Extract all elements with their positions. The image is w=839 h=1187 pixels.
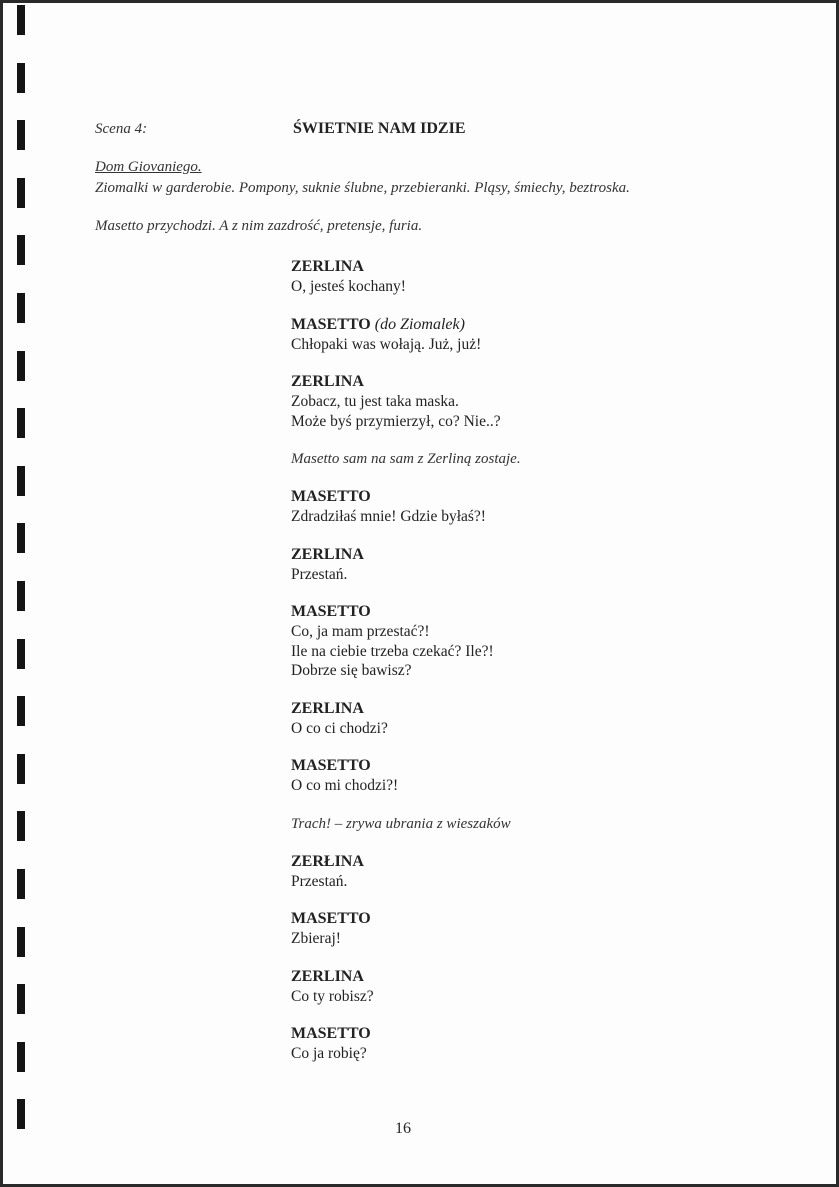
speaker-label: ZERŁINA [291, 852, 364, 870]
binding-hole [17, 639, 25, 669]
dialogue-line: Ile na ciebie trzeba czekać? Ile?! [291, 642, 494, 660]
speaker-label: MASETTO [291, 315, 371, 333]
dialogue-line: Co ja robię? [291, 1045, 367, 1062]
intro-line: Masetto przychodzi. A z nim zazdrość, pretensje, furia. [95, 218, 423, 234]
speaker-label: MASETTO [291, 1025, 371, 1042]
binding-hole [17, 811, 25, 841]
dialogue-block [291, 852, 761, 892]
speaker-name [291, 545, 761, 565]
speaker-name [291, 315, 761, 335]
dialogue-line: Przestań. [291, 872, 348, 890]
dialogue-block [291, 602, 761, 681]
binding-hole [17, 984, 25, 1014]
speaker-label: MASETTO [291, 757, 371, 774]
dialogue-line: Co, ja mam przestać?! [291, 623, 430, 640]
binding-hole [17, 466, 25, 496]
dialogue-line: O co mi chodzi?! [291, 777, 399, 794]
binding-hole [17, 581, 25, 611]
dialogue-block [291, 487, 761, 527]
speaker-name [291, 372, 761, 392]
binding-hole [17, 408, 25, 438]
dialogue-line: Co ty robisz? [291, 987, 374, 1005]
binding-hole [17, 293, 25, 323]
binding-hole [17, 178, 25, 208]
speaker-label: ZERLINA [291, 258, 364, 275]
speaker-label: ZERLINA [291, 373, 364, 390]
speaker-label: ZERLINA [291, 967, 364, 985]
binding-hole [17, 696, 25, 726]
dialogue-block [291, 545, 761, 585]
binding-holes [17, 3, 29, 1187]
speaker-name [291, 909, 761, 929]
speaker-label: MASETTO [291, 488, 371, 505]
dialogue-line: Może byś przymierzył, co? Nie..? [291, 412, 501, 430]
speaker-label: ZERLINA [291, 699, 364, 717]
speaker-name [291, 967, 761, 987]
binding-hole [17, 754, 25, 784]
dialogue-block [291, 699, 761, 739]
binding-hole [17, 5, 25, 35]
dialogue-line: Zobacz, tu jest taka maska. [291, 393, 459, 410]
scene-place: Dom Giovaniego. [95, 159, 202, 175]
scene-title: ŚWIETNIE NAM IDZIE [293, 120, 466, 137]
speaker-label: ZERLINA [291, 545, 364, 563]
dialogue-block [291, 372, 761, 431]
dialogue-line: Chłopaki was wołają. Już, już! [291, 335, 482, 353]
dialogue [291, 257, 761, 1082]
intro-line: Ziomalki w garderobie. Pompony, suknie ślubne, przebieranki. Pląsy, śmiechy, beztroska. [95, 180, 630, 196]
binding-hole [17, 927, 25, 957]
dialogue-block [291, 315, 761, 355]
speaker-name [291, 1024, 761, 1044]
dialogue-block [291, 756, 761, 796]
binding-hole [17, 523, 25, 553]
binding-hole [17, 1042, 25, 1072]
binding-hole [17, 120, 25, 150]
dialogue-block [291, 257, 761, 297]
dialogue-line: Przestań. [291, 565, 348, 583]
speaker-note: (do Ziomalek) [374, 315, 465, 333]
speaker-name [291, 699, 761, 719]
dialogue-line: O, jesteś kochany! [291, 278, 406, 295]
stage-direction: Trach! – zrywa ubrania z wieszaków [291, 815, 511, 832]
stage-direction: Masetto sam na sam z Zerliną zostaje. [291, 451, 521, 467]
dialogue-block [291, 1024, 761, 1064]
speaker-name [291, 487, 761, 507]
speaker-name [291, 257, 761, 277]
dialogue-line: Zdradziłaś mnie! Gdzie byłaś?! [291, 508, 486, 525]
binding-hole [17, 351, 25, 381]
speaker-name [291, 756, 761, 776]
speaker-label: MASETTO [291, 910, 371, 927]
speaker-name [291, 852, 761, 872]
dialogue-line: O co ci chodzi? [291, 719, 388, 737]
binding-hole [17, 869, 25, 899]
dialogue-line: Zbieraj! [291, 930, 341, 947]
dialogue-block [291, 967, 761, 1007]
binding-hole [17, 1099, 25, 1129]
binding-hole [17, 235, 25, 265]
page-number: 16 [395, 1120, 411, 1137]
speaker-name [291, 602, 761, 622]
speaker-label: MASETTO [291, 603, 371, 620]
dialogue-block [291, 909, 761, 949]
scene-label: Scena 4: [95, 121, 148, 137]
dialogue-line: Dobrze się bawisz? [291, 662, 412, 679]
binding-hole [17, 63, 25, 93]
